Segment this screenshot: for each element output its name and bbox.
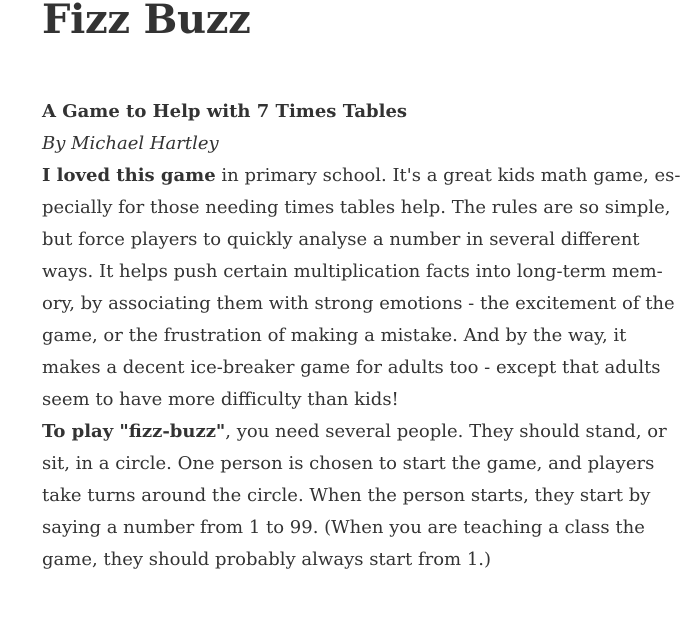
page-title: Fizz Buzz <box>42 0 251 43</box>
paragraph-line: ory, by associating them with strong emotions - the excitement of the <box>42 293 675 314</box>
paragraph-line: game, or the frustration of making a mistake. And by the way, it <box>42 325 627 346</box>
how-to-play-paragraph <box>42 416 667 576</box>
paragraph-line: take turns around the circle. When the person starts, they start by <box>42 485 651 506</box>
paragraph-line: pecially for those needing times tables help. The rules are so simple, <box>42 197 671 218</box>
paragraph-line: game, they should probably always start from 1.) <box>42 549 492 570</box>
paragraph-line: saying a number from 1 to 99. (When you are teaching a class the <box>42 517 645 538</box>
how-to-play-lead: To play "fizz-buzz" <box>42 421 226 442</box>
paragraph-line: To play "fizz-buzz", you need several people. They should stand, or <box>42 421 667 442</box>
paragraph-line: but force players to quickly analyse a number in several different <box>42 229 640 250</box>
paragraph-line: sit, in a circle. One person is chosen to start the game, and players <box>42 453 655 474</box>
author-byline: By Michael Hartley <box>42 133 219 154</box>
paragraph-line: ways. It helps push certain multiplication facts into long-term mem- <box>42 261 663 282</box>
paragraph-line: I loved this game in primary school. It's a great kids math game, es- <box>42 165 681 186</box>
article-subtitle: A Game to Help with 7 Times Tables <box>42 101 408 122</box>
paragraph-line: makes a decent ice-breaker game for adults too - except that adults <box>42 357 661 378</box>
intro-lead: I loved this game <box>42 165 216 186</box>
paragraph-line: seem to have more difficulty than kids! <box>42 389 399 410</box>
intro-paragraph <box>42 160 681 416</box>
article <box>42 0 681 576</box>
